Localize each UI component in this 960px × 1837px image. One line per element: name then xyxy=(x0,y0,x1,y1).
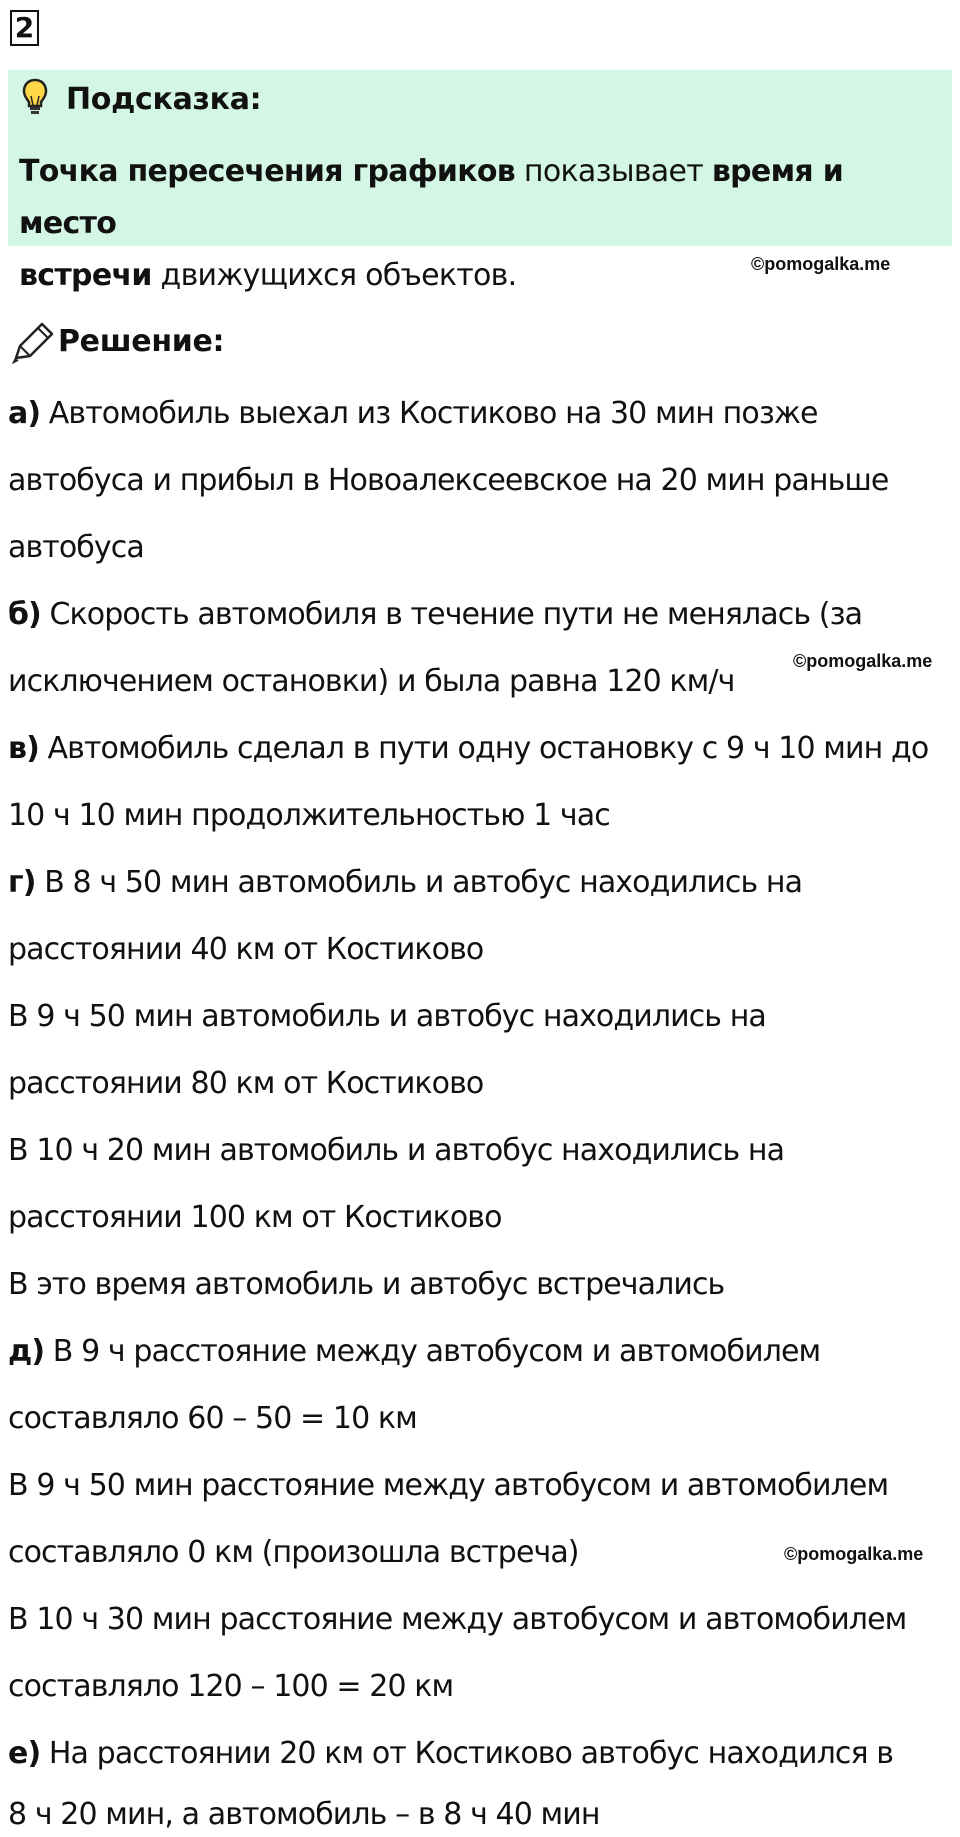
solution-line xyxy=(8,1734,893,1774)
solution-line xyxy=(8,1198,502,1238)
line-text: расстоянии 100 км от Костиково xyxy=(8,1200,502,1235)
line-text: В 9 ч 50 мин автомобиль и автобус находились на xyxy=(8,999,766,1034)
solution-line xyxy=(8,528,144,568)
line-text: Автомобиль выехал из Костиково на 30 мин позже xyxy=(40,396,818,431)
solution-line xyxy=(8,796,610,836)
line-text: автобуса xyxy=(8,530,144,565)
solution-line xyxy=(8,1533,579,1573)
solution-line xyxy=(8,595,862,635)
solution-line xyxy=(8,1399,417,1439)
solution-line xyxy=(8,1795,600,1835)
solution-title: Решение: xyxy=(58,324,225,359)
hint-text xyxy=(19,146,944,302)
line-text: составляло 60 – 50 = 10 км xyxy=(8,1401,417,1436)
solution-line xyxy=(8,1466,888,1506)
line-text: расстоянии 40 км от Костиково xyxy=(8,932,484,967)
solution-line xyxy=(8,1600,906,1640)
pencil-icon xyxy=(10,320,56,364)
solution-line xyxy=(8,461,888,501)
line-text: 10 ч 10 мин продолжительностью 1 час xyxy=(8,798,610,833)
solution-line xyxy=(8,662,734,702)
line-text: В 10 ч 20 мин автомобиль и автобус находились на xyxy=(8,1133,785,1168)
task-number: 2 xyxy=(10,10,39,46)
solution-line xyxy=(8,729,928,769)
line-label: д) xyxy=(8,1334,45,1369)
line-text: расстоянии 80 км от Костиково xyxy=(8,1066,484,1101)
hint-text-5: движущихся объектов. xyxy=(151,258,517,293)
line-label: е) xyxy=(8,1736,41,1771)
line-text: автобуса и прибыл в Новоалексеевское на 20 мин раньше xyxy=(8,463,889,498)
solution-line xyxy=(8,930,483,970)
line-text: Скорость автомобиля в течение пути не менялась (за xyxy=(40,597,863,632)
hint-title: Подсказка: xyxy=(66,82,262,117)
line-text: составляло 120 – 100 = 20 км xyxy=(8,1669,454,1704)
line-text: В 8 ч 50 мин автомобиль и автобус находились на xyxy=(35,865,803,900)
line-text: В это время автомобиль и автобус встречались xyxy=(8,1267,725,1302)
line-text: 8 ч 20 мин, а автомобиль – в 8 ч 40 мин xyxy=(8,1797,600,1832)
hint-text-2: показывает xyxy=(515,154,712,189)
hint-bold-3: время и место xyxy=(19,154,844,241)
line-label: б) xyxy=(8,597,41,632)
line-label: г) xyxy=(8,865,36,900)
solution-line xyxy=(8,1064,483,1104)
line-text: составляло 0 км (произошла встреча) xyxy=(8,1535,579,1570)
solution-line xyxy=(8,1265,724,1305)
solution-line xyxy=(8,394,818,434)
line-text: В 9 ч 50 мин расстояние между автобусом и автомобилем xyxy=(8,1468,889,1503)
line-text: Автомобиль сделал в пути одну остановку с 9 ч 10 мин до xyxy=(38,731,929,766)
hint-bold-4: встречи xyxy=(19,258,152,293)
solution-line xyxy=(8,1131,784,1171)
line-text: В 9 ч расстояние между автобусом и автомобилем xyxy=(44,1334,821,1369)
line-text: На расстоянии 20 км от Костиково автобус находился в xyxy=(40,1736,894,1771)
solution-line xyxy=(8,1667,453,1707)
watermark: ©pomogalka.me xyxy=(751,254,891,274)
watermark: ©pomogalka.me xyxy=(784,1544,924,1564)
line-label: а) xyxy=(8,396,41,431)
line-text: В 10 ч 30 мин расстояние между автобусом и автомобилем xyxy=(8,1602,907,1637)
line-text: исключением остановки) и была равна 120 км/ч xyxy=(8,664,735,699)
solution-line xyxy=(8,863,802,903)
lightbulb-icon xyxy=(22,78,48,116)
watermark: ©pomogalka.me xyxy=(793,651,933,671)
solution-line xyxy=(8,1332,820,1372)
line-label: в) xyxy=(8,731,39,766)
hint-bold-1: Точка пересечения графиков xyxy=(19,154,516,189)
solution-line xyxy=(8,997,766,1037)
